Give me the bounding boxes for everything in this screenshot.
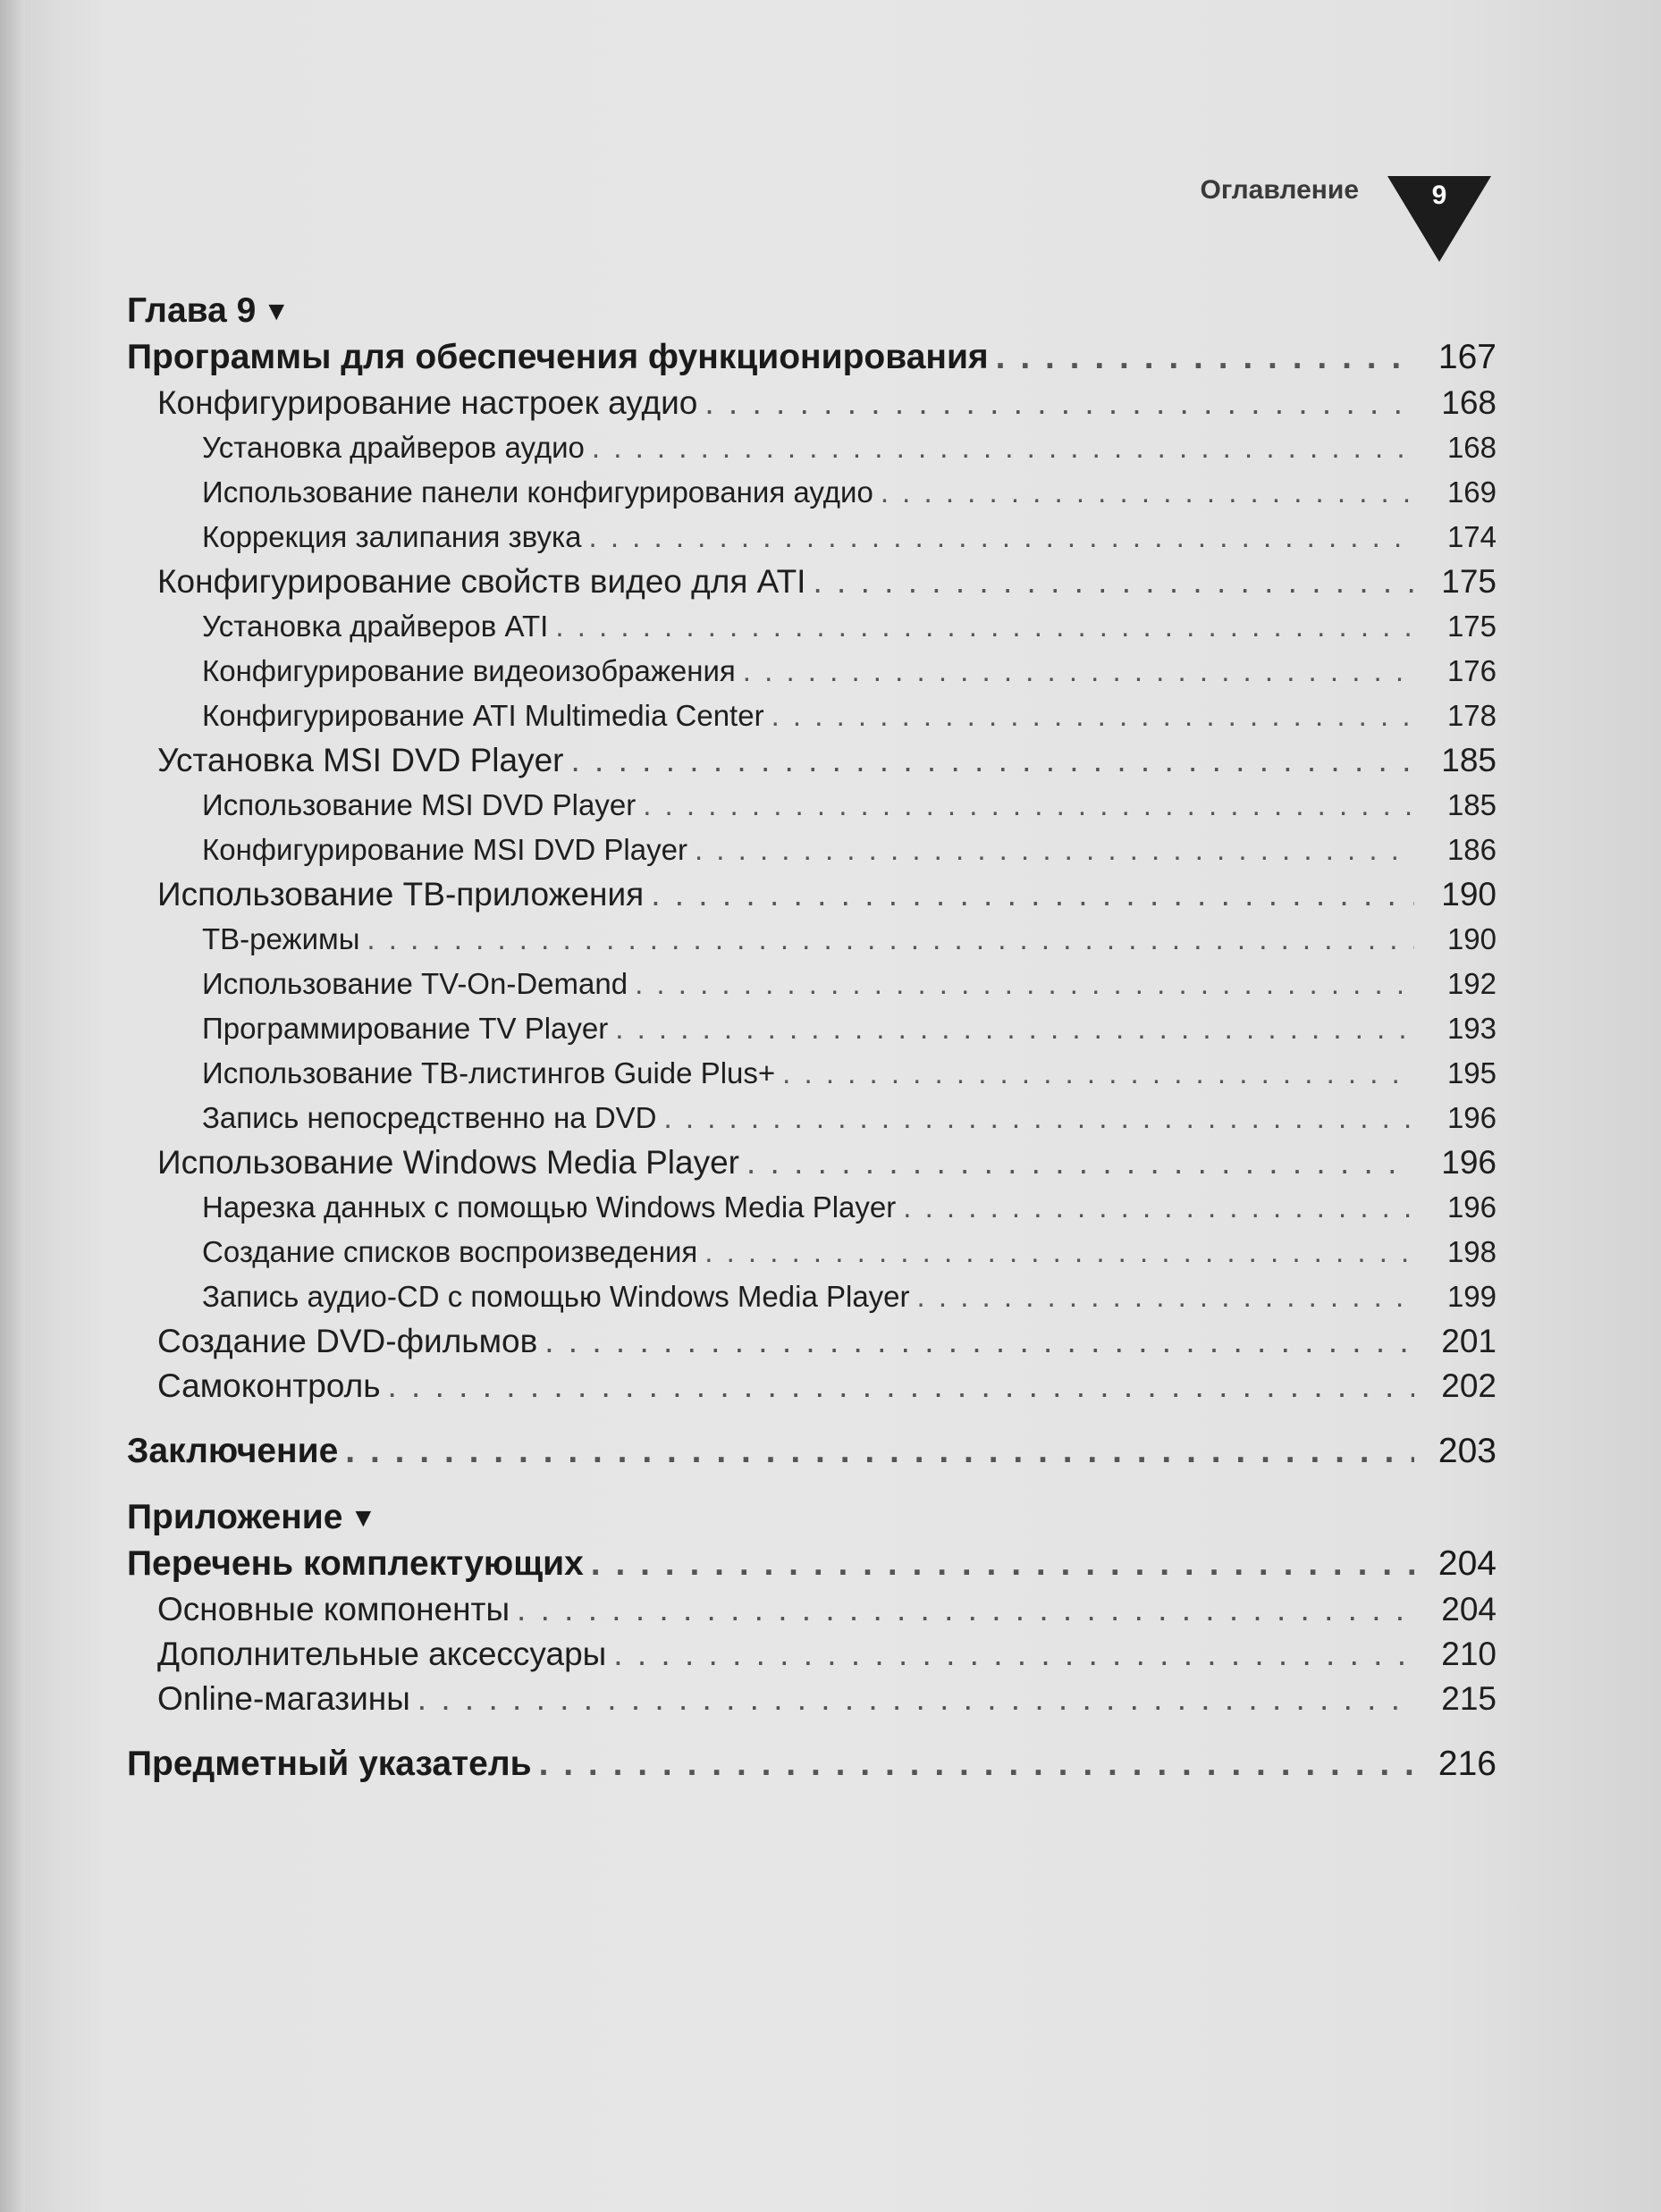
toc-entry-page: 195 xyxy=(1446,1056,1497,1089)
toc-entry-title: Создание DVD-фильмов xyxy=(157,1323,538,1359)
dot-leader xyxy=(782,1051,1414,1096)
section-gap xyxy=(127,1409,1497,1428)
toc-entry-title: Программирование TV Player xyxy=(202,1012,609,1045)
dot-leader xyxy=(635,962,1414,1006)
dot-leader xyxy=(917,1274,1414,1319)
toc-entry-title: Программы для обеспечения функционирования xyxy=(127,338,989,376)
dot-leader xyxy=(589,515,1415,559)
toc-entry[interactable] xyxy=(127,515,1497,559)
dot-leader xyxy=(555,604,1414,649)
toc-entry[interactable] xyxy=(127,1185,1497,1230)
toc-entry-title: Конфигурирование ATI Multimedia Center xyxy=(202,699,764,732)
dot-leader xyxy=(643,783,1414,828)
toc-entry-title: Установка драйверов аудио xyxy=(202,431,585,464)
chapter-label xyxy=(127,288,1497,334)
dot-leader xyxy=(417,1677,1414,1721)
dot-leader xyxy=(664,1096,1414,1140)
toc-entry[interactable] xyxy=(127,1587,1497,1632)
dot-leader xyxy=(813,559,1414,604)
toc-entry-page: 203 xyxy=(1438,1432,1497,1470)
toc-entry-page: 167 xyxy=(1438,338,1497,376)
toc-entry-page: 193 xyxy=(1446,1012,1497,1045)
toc-entry-title: Нарезка данных с помощью Windows Media Player xyxy=(202,1190,897,1224)
dot-leader xyxy=(771,694,1414,738)
toc-entry-title: Запись непосредственно на DVD xyxy=(202,1101,657,1134)
toc-entry-page: 215 xyxy=(1441,1680,1497,1717)
toc-entry[interactable] xyxy=(127,1230,1497,1274)
toc-chapter-entry[interactable] xyxy=(127,1541,1497,1587)
toc-entry-page: 198 xyxy=(1446,1235,1497,1268)
toc-entry[interactable] xyxy=(127,649,1497,694)
dot-leader xyxy=(539,1741,1414,1787)
toc-entry-page: 196 xyxy=(1446,1101,1497,1134)
toc-entry-title: Самоконтроль xyxy=(157,1367,381,1404)
toc-entry-page: 190 xyxy=(1446,922,1497,955)
toc-entry-page: 178 xyxy=(1446,699,1497,732)
chapter-label xyxy=(127,1494,1497,1541)
toc-entry[interactable] xyxy=(127,604,1497,649)
triangle-down-icon: ▼ xyxy=(263,297,291,326)
toc-entry[interactable] xyxy=(127,738,1497,783)
dot-leader xyxy=(517,1587,1414,1632)
toc-entry-title: Заключение xyxy=(127,1432,339,1470)
dot-leader xyxy=(651,872,1414,917)
toc-entry-page: 202 xyxy=(1441,1367,1497,1404)
dot-leader xyxy=(592,425,1414,470)
toc-entry-title: Конфигурирование свойств видео для ATI xyxy=(157,563,806,600)
dot-leader xyxy=(571,738,1415,783)
toc-entry[interactable] xyxy=(127,917,1497,962)
toc-entry-title: Конфигурирование настроек аудио xyxy=(157,384,698,421)
toc-entry-title: Конфигурирование MSI DVD Player xyxy=(202,833,687,866)
toc-entry-title: Перечень комплектующих xyxy=(127,1544,584,1583)
toc-entry-title: ТВ-режимы xyxy=(202,922,360,955)
toc-entry-title: Использование ТВ-листингов Guide Plus+ xyxy=(202,1056,776,1089)
toc-entry[interactable] xyxy=(127,962,1497,1006)
toc-entry[interactable] xyxy=(127,559,1497,604)
dot-leader xyxy=(704,1230,1414,1274)
running-head-title: Оглавление xyxy=(1200,175,1359,205)
toc-entry[interactable] xyxy=(127,1051,1497,1096)
toc-entry[interactable] xyxy=(127,1632,1497,1677)
toc-entry-title: Online-магазины xyxy=(157,1680,410,1717)
dot-leader xyxy=(345,1428,1414,1475)
toc-entry[interactable] xyxy=(127,783,1497,828)
dot-leader xyxy=(996,334,1414,381)
chapter-label-text: Приложение xyxy=(127,1498,343,1536)
dot-leader xyxy=(613,1632,1414,1677)
dot-leader xyxy=(367,917,1414,962)
toc-entry-page: 196 xyxy=(1446,1190,1497,1224)
toc-entry[interactable] xyxy=(127,381,1497,425)
toc-entry[interactable] xyxy=(127,694,1497,738)
dot-leader xyxy=(695,828,1414,872)
toc-entry[interactable] xyxy=(127,872,1497,917)
toc-chapter-entry[interactable] xyxy=(127,334,1497,381)
toc-entry-title: Использование панели конфигурирования аудио xyxy=(202,475,873,509)
toc-entry[interactable] xyxy=(127,425,1497,470)
toc-entry[interactable] xyxy=(127,1006,1497,1051)
toc-entry-title: Использование Windows Media Player xyxy=(157,1144,739,1181)
toc-entry-title: Использование ТВ-приложения xyxy=(157,876,645,913)
toc-entry-page: 175 xyxy=(1446,610,1497,643)
toc-entry[interactable] xyxy=(127,1140,1497,1185)
toc-entry-page: 216 xyxy=(1438,1745,1497,1783)
toc-entry-page: 176 xyxy=(1446,654,1497,687)
dot-leader xyxy=(591,1541,1414,1587)
toc-entry-title: Использование TV-On-Demand xyxy=(202,967,628,1000)
toc-entry-page: 210 xyxy=(1441,1636,1497,1672)
toc-entry-title: Основные компоненты xyxy=(157,1591,510,1627)
toc-entry-page: 204 xyxy=(1438,1544,1497,1583)
toc-entry-page: 174 xyxy=(1446,520,1497,553)
triangle-down-icon: ▼ xyxy=(350,1503,377,1533)
chapter-label-text: Глава 9 xyxy=(127,291,257,330)
toc-entry-page: 190 xyxy=(1441,876,1497,913)
section-gap xyxy=(127,1721,1497,1741)
dot-leader xyxy=(746,1140,1414,1185)
toc-entry-title: Использование MSI DVD Player xyxy=(202,788,637,821)
dot-leader xyxy=(881,470,1414,515)
toc-entry-page: 185 xyxy=(1446,788,1497,821)
toc-entry-page: 175 xyxy=(1441,563,1497,600)
toc-entry-page: 204 xyxy=(1441,1591,1497,1627)
dot-leader xyxy=(388,1364,1415,1409)
toc-entry-page: 192 xyxy=(1446,967,1497,1000)
dot-leader xyxy=(544,1319,1414,1364)
toc-entry-page: 196 xyxy=(1441,1144,1497,1181)
toc-entry[interactable] xyxy=(127,1319,1497,1364)
page-binding-shadow xyxy=(0,0,25,2212)
toc-entry[interactable] xyxy=(127,470,1497,515)
toc-entry-page: 168 xyxy=(1441,384,1497,421)
page-number: 9 xyxy=(1431,181,1447,210)
toc-entry[interactable] xyxy=(127,1096,1497,1140)
toc-entry[interactable] xyxy=(127,828,1497,872)
section-gap xyxy=(127,1475,1497,1494)
toc-entry-page: 185 xyxy=(1441,742,1497,778)
toc-entry-title: Предметный указатель xyxy=(127,1745,532,1783)
toc-chapter-entry[interactable] xyxy=(127,1428,1497,1475)
dot-leader xyxy=(903,1185,1414,1230)
toc-entry[interactable] xyxy=(127,1364,1497,1409)
dot-leader xyxy=(743,649,1414,694)
dot-leader xyxy=(615,1006,1414,1051)
toc-chapter-entry[interactable] xyxy=(127,1741,1497,1787)
toc-entry-page: 186 xyxy=(1446,833,1497,866)
toc-entry-title: Создание списков воспроизведения xyxy=(202,1235,698,1268)
toc-entry-title: Дополнительные аксессуары xyxy=(157,1636,607,1672)
toc-entry[interactable] xyxy=(127,1677,1497,1721)
toc-entry-title: Запись аудио-CD с помощью Windows Media Player xyxy=(202,1280,910,1313)
toc-entry-title: Установка драйверов ATI xyxy=(202,610,549,643)
toc-entry-page: 169 xyxy=(1446,475,1497,509)
toc-entry-page: 201 xyxy=(1441,1323,1497,1359)
toc-entry-page: 199 xyxy=(1446,1280,1497,1313)
toc-entry-title: Конфигурирование видеоизображения xyxy=(202,654,736,687)
toc-entry-title: Коррекция залипания звука xyxy=(202,520,582,553)
toc-entry-page: 168 xyxy=(1446,431,1497,464)
table-of-contents xyxy=(127,288,1497,1787)
toc-entry[interactable] xyxy=(127,1274,1497,1319)
toc-entry-title: Установка MSI DVD Player xyxy=(157,742,564,778)
dot-leader xyxy=(704,381,1414,425)
